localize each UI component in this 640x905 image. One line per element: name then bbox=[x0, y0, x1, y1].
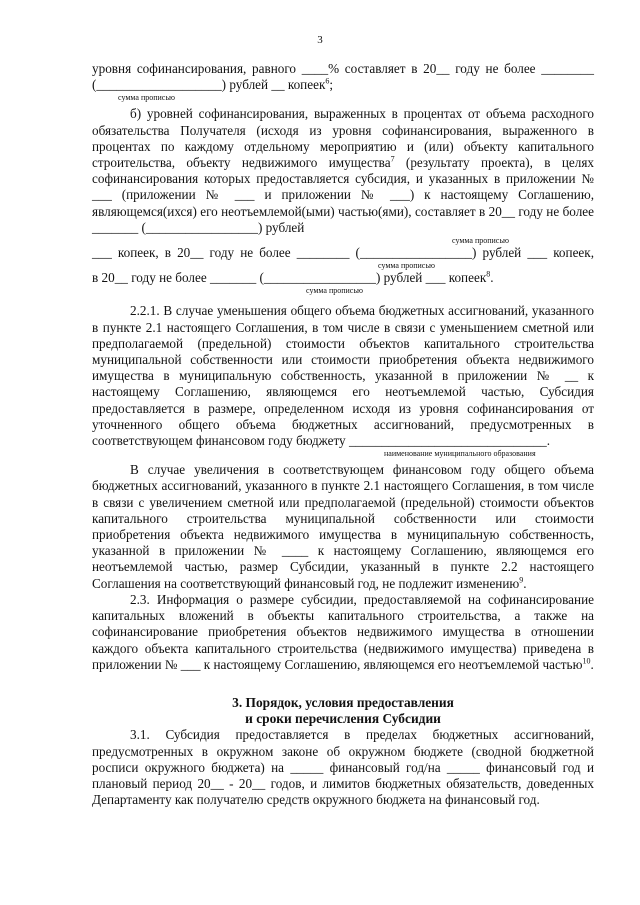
section-3-title-line-2: и сроки перечисления Субсидии bbox=[245, 711, 441, 727]
paragraph-increase-body: В случае увеличения в соответствующем финансовом году общего объема бюджетных ассигнований, указанного в пункте 2.1 настоящего Соглашения, в том числе в связи с увеличением сметной или предполагаемой (предельной) стоимости объектов капитального строительства муниципальной собственности или стоимости приобретения объекта недвижимого имущества в муниципальную собственность, указанной в приложении № ____ к настоящему Соглашению, являющемся его неотъемлемой частью, размер Субсидии, указанный в пункте 2.2 настоящего Соглашения на соответствующий финансовый год, не подлежит изменению bbox=[92, 462, 594, 591]
paragraph-b-body-2: (результату проекта), в целях софинансирования которых предоставляется субсидия, и указанных в приложении № ___ (приложении № ___ и приложении № ___) к настоящему Соглашению, являющемся(ихся) его неотъемлемой(ыми) частью(ями), составляет в 20__ году не более _______ (_________________) рублей bbox=[92, 155, 594, 235]
paragraph-increase-end: . bbox=[523, 575, 527, 591]
caption-amount-in-words-1: сумма прописью bbox=[452, 236, 509, 246]
paragraph-2-3 bbox=[92, 592, 594, 673]
paragraph-cofinancing-level bbox=[92, 61, 594, 102]
page-number: 3 bbox=[317, 34, 323, 46]
section-3-title-line-1: 3. Порядок, условия предоставления bbox=[232, 694, 454, 710]
paragraph-b-body: б) уровней софинансирования, выраженных в процентах от объема расходного обязательства Получателя (исходя из уровня софинансирования, выраженного в процентах по каждому отдельному мероприятию и (или) объекту капитального строительства, объекту недвижимого имущества bbox=[92, 106, 594, 171]
cofinancing-line-2-end: ; bbox=[329, 77, 334, 93]
paragraph-b bbox=[92, 106, 594, 295]
paragraph-2-3-end: . bbox=[590, 656, 594, 672]
paragraph-b-line-b-end: . bbox=[490, 270, 494, 286]
paragraph-b-text bbox=[92, 106, 594, 236]
paragraph-increase bbox=[92, 462, 594, 592]
cofinancing-line-2 bbox=[92, 77, 594, 93]
footnote-ref-6: 6 bbox=[325, 76, 330, 86]
document-body bbox=[92, 61, 594, 808]
paragraph-2-2-1: 2.2.1. В случае уменьшения общего объема бюджетных ассигнований, указанного в пункте 2.1 настоящего Соглашения, в том числе в связи с уменьшением сметной или предполагаемой (предельной) стоимости объектов капитального строительства муниципальной собственности или стоимости приобретения объекта недвижимого имущества в муниципальную собственность, указанной в приложении № __ к настоящему Соглашению, являющемся его неотъемлемой частью, Субсидия предоставляется в размере, определенном исходя из уровня софинансирования от уточненного общего объема бюджетных ассигнований, предусмотренных в соответствующем финансовом году бюджету ______________________________. bbox=[92, 303, 594, 449]
caption-municipality-name: наименование муниципального образования bbox=[384, 449, 536, 459]
paragraph-b-line-a: ___ копеек, в 20__ году не более ________ (_________________) рублей ___ копеек, bbox=[92, 245, 594, 261]
footnote-ref-8: 8 bbox=[486, 269, 491, 279]
paragraph-3-1: 3.1. Субсидия предоставляется в пределах бюджетных ассигнований, предусмотренных в окружном законе об окружном бюджете (сводной бюджетной росписи окружного бюджета) на _____ финансовый год/на _____ финансовый год и плановый период 20__ - 20__ годов, и лимитов бюджетных обязательств, доведенных Департаменту как получателю средств окружного бюджета на финансовый год. bbox=[92, 727, 594, 808]
paragraph-b-line-b-text: в 20__ году не более _______ (_________________) рублей ___ копеек bbox=[92, 270, 487, 286]
cofinancing-line-1: уровня софинансирования, равного ____% составляет в 20__ году не более ________ bbox=[92, 61, 594, 76]
paragraph-2-3-body: 2.3. Информация о размере субсидии, предоставляемой на софинансирование капитальных вложений в объекты капитального строительства, а также на софинансирование приобретения объектов недвижимого имущества в отношении каждого объекта капитального строительства (недвижимого имущества) приведена в приложении № ___ к настоящему Соглашению, являющемся его неотъемлемой частью bbox=[92, 591, 594, 672]
paragraph-b-line-b bbox=[92, 270, 594, 286]
footnote-ref-7: 7 bbox=[390, 154, 395, 164]
cofinancing-line-2-text: (___________________) рублей __ копеек bbox=[92, 77, 326, 93]
caption-amount-in-words-2: сумма прописью bbox=[378, 261, 435, 271]
footnote-ref-9: 9 bbox=[519, 575, 524, 585]
caption-amount-in-words-3: сумма прописью bbox=[306, 286, 363, 296]
caption-amount-in-words: сумма прописью bbox=[118, 93, 175, 103]
footnote-ref-10: 10 bbox=[582, 656, 591, 666]
